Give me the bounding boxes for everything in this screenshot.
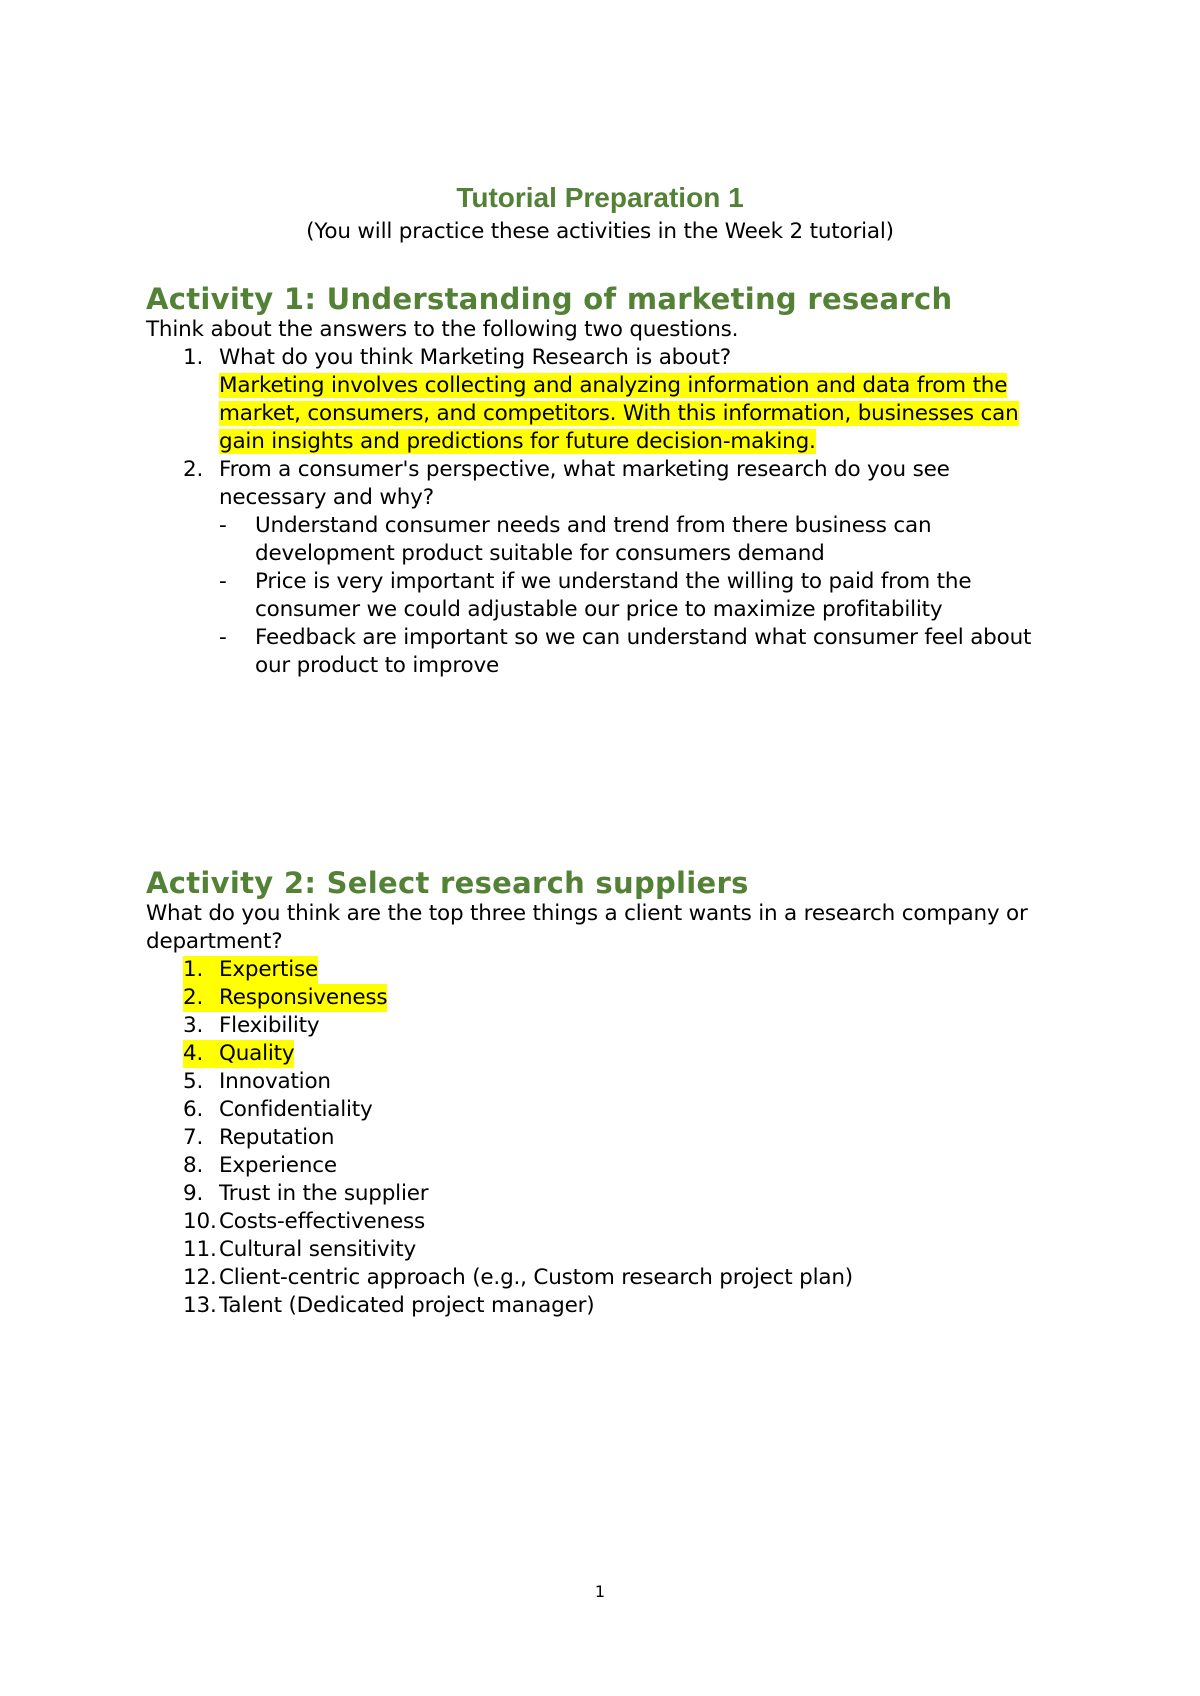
bullet-1-line-2: development product suitable for consumers demand [255, 541, 825, 566]
list-item-number: 2. [183, 985, 204, 1010]
list-item [183, 1152, 337, 1180]
list-item [183, 1040, 294, 1068]
list-item [183, 1264, 853, 1292]
bullet-2-line-1: Price is very important if we understand the willing to paid from the [255, 569, 972, 594]
q1-answer-line-2 [219, 400, 1019, 428]
list-item-text: Responsiveness [219, 985, 388, 1010]
list-item-number: 11. [183, 1237, 217, 1262]
q1-answer-highlight: Marketing involves collecting and analyzing information and data from the [219, 373, 1008, 398]
list-item [183, 1096, 373, 1124]
list-item-number: 9. [183, 1181, 204, 1206]
list-item-number: 5. [183, 1069, 204, 1094]
activity2-intro-line-2: department? [146, 929, 283, 954]
list-item-number: 4. [183, 1041, 204, 1066]
list-item [183, 1124, 334, 1152]
list-item-text: Costs-effectiveness [219, 1209, 425, 1234]
list-item-text: Quality [219, 1041, 295, 1066]
list-item [183, 1292, 594, 1320]
list-item-number: 8. [183, 1153, 204, 1178]
list-item-text: Expertise [219, 957, 319, 982]
bullet-2-line-2: consumer we could adjustable our price to maximize profitability [255, 597, 943, 622]
list-item-text: Flexibility [219, 1013, 320, 1038]
bullet-3-line-2: our product to improve [255, 653, 500, 678]
document-title: Tutorial Preparation 1 [456, 182, 744, 213]
bullet-3-line-1: Feedback are important so we can understand what consumer feel about [255, 625, 1032, 650]
q2-text-line-1: From a consumer's perspective, what marketing research do you see [219, 457, 950, 482]
list-item-number: 6. [183, 1097, 204, 1122]
list-item-text: Innovation [219, 1069, 331, 1094]
q1-answer-highlight: market, consumers, and competitors. With this information, businesses can [219, 401, 1019, 426]
document-subtitle: (You will practice these activities in the Week 2 tutorial) [306, 219, 894, 244]
list-item-number: 1. [183, 957, 204, 982]
list-item-number: 7. [183, 1125, 204, 1150]
list-item-number: 13. [183, 1293, 217, 1318]
list-item [183, 1236, 416, 1264]
q2-number: 2. [183, 457, 204, 482]
q2-text-line-2: necessary and why? [219, 485, 434, 510]
list-item-text: Cultural sensitivity [219, 1237, 416, 1262]
bullet-marker: - [219, 513, 227, 538]
list-item [183, 984, 387, 1012]
list-item-text: Confidentiality [219, 1097, 373, 1122]
list-item-number: 3. [183, 1013, 204, 1038]
q1-answer-line-1 [219, 372, 1007, 400]
list-item [183, 1180, 428, 1208]
activity1-intro: Think about the answers to the following two questions. [146, 317, 739, 342]
activity1-heading: Activity 1: Understanding of marketing research [146, 282, 953, 316]
activity2-heading: Activity 2: Select research suppliers [146, 866, 749, 900]
list-item [183, 956, 318, 984]
q1-text: What do you think Marketing Research is about? [219, 345, 731, 370]
page-number: 1 [594, 1582, 606, 1601]
list-item-text: Trust in the supplier [219, 1181, 429, 1206]
list-item [183, 1012, 319, 1040]
activity2-intro-line-1: What do you think are the top three things a client wants in a research company or [146, 901, 1028, 926]
bullet-marker: - [219, 569, 227, 594]
q1-answer-line-3 [219, 428, 816, 456]
list-item-text: Talent (Dedicated project manager) [219, 1293, 595, 1318]
bullet-marker: - [219, 625, 227, 650]
list-item-text: Reputation [219, 1125, 335, 1150]
list-item-number: 12. [183, 1265, 217, 1290]
list-item-number: 10. [183, 1209, 217, 1234]
list-item-text: Experience [219, 1153, 337, 1178]
q1-number: 1. [183, 345, 204, 370]
list-item [183, 1068, 331, 1096]
bullet-1-line-1: Understand consumer needs and trend from there business can [255, 513, 932, 538]
q1-answer-highlight: gain insights and predictions for future decision-making. [219, 429, 816, 454]
list-item-text: Client-centric approach (e.g., Custom research project plan) [219, 1265, 853, 1290]
list-item [183, 1208, 425, 1236]
